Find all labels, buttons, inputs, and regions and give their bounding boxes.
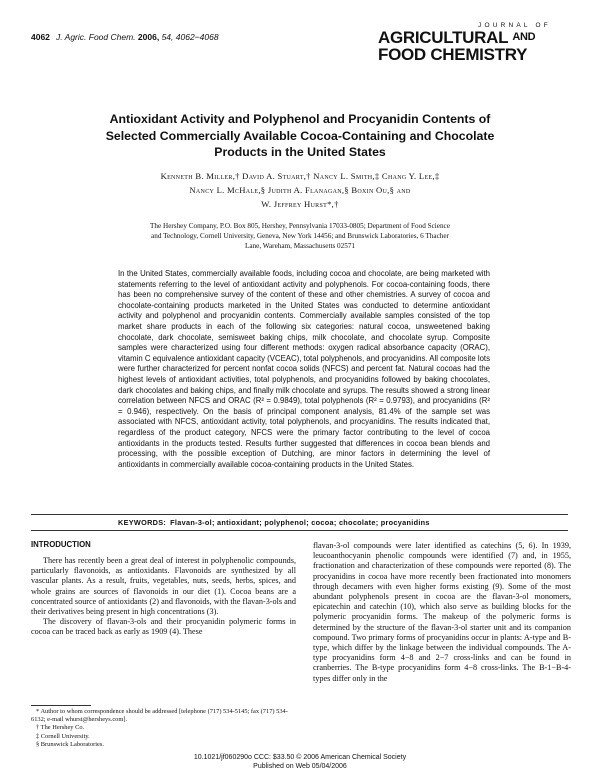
footnote: § Brunswick Laboratories. — [36, 740, 104, 748]
footnote-divider — [31, 705, 91, 706]
paragraph: There has recently been a great deal of interest in polyphenolic compounds, particularly flavonoids, as antioxidants. Flavonoids are synthesized by all vascular plants. As a result, fruits, vegetables, nuts, seeds, herbs, spices, and whole grains are sources of flavonoids in our diet (1). Cocoa beans are a concentrated source of antioxidants (2) and flavonoids, with the flavan-3-ols and their derivatives being present in high concentrations (3). — [31, 556, 296, 617]
journal-logo — [378, 22, 568, 63]
keywords-list: Flavan-3-ol; antioxidant; polyphenol; cocoa; chocolate; procyanidins — [170, 518, 430, 527]
intro-column-right — [313, 541, 571, 684]
author-line: W. Jeffrey Hurst*,† — [261, 199, 339, 209]
citation-year: 2006, — [137, 32, 160, 42]
doi-line: 10.1021/jf060290o CCC: $33.50 © 2006 American Chemical Society — [193, 754, 407, 761]
paragraph: The discovery of flavan-3-ols and their procyanidin polymeric forms in cocoa can be traced back as early as 1909 (4). These — [31, 617, 296, 637]
journal-citation — [56, 32, 219, 42]
logo-food-chemistry: FOOD CHEMISTRY — [378, 45, 528, 64]
logo-agricultural — [378, 29, 568, 46]
logo-agricultural-word: AGRICULTURAL — [378, 28, 508, 47]
paragraph: flavan-3-ol compounds were later identified as catechins (5, 6). In 1939, leucoanthocyanin phenolic compounds were identified (7) and, in 1955, fractionation and characterization of these compounds were reported (8). The procyanidins in cocoa have more recently been fractionated into monomers through decamers with even higher forms existing (9). Some of the most abundant polyphenols present in cocoa are the flavan-3-ol monomers, epicatechin and catechin (10), which also serve as building blocks for the polymeric procyanidin forms. The makeup of the polymeric forms is determined by the structure of the flavan-3-ol starter unit and its companion compound. Two primary forms of procyanidins occur in plants: A-type and B-type, which differ by the linkage between the individual compounds. The A-type procyanidins form 4−8 and 2−7 cross-links and can be found in cranberries. The B-type procyanidins form 4−8 cross-links. The B-1−B-4-types differ only in the — [313, 541, 571, 683]
footnote: * Author to whom correspondence should be addressed [telephone (717) 534-5145; fax (717) 534-6132; e-mail whurst@hersheys.com]. — [31, 708, 288, 724]
abstract: In the United States, commercially available foods, including cocoa and chocolate, are being marketed with statements referring to the level of antioxidant activity and polyphenols. For cocoa-containing foods, there has been no comprehensive survey of the content of these and other chemistries. A survey of cocoa and chocolate-containing products marketed in the United States was conducted to determine antioxidant activity and polyphenol and procyanidin contents. Commercially available samples consisted of the top market share products in each of the following six categories: natural cocoa, unsweetened baking chocolate, dark chocolate, semisweet baking chips, milk chocolate, and chocolate syrup. Composite samples were characterized using four different methods: oxygen radical absorbance capacity (ORAC), vitamin C equivalence antioxidant capacity (VCEAC), total polyphenols, and procyanidins. All composite lots were further characterized for percent nonfat cocoa solids (NFCS) and percent fat. Natural cocoas had the highest levels of antioxidant activities, total polyphenols, and procyanidins followed by baking chocolates, dark chocolates and baking chips, and finally milk chocolate and syrups. The results showed a strong linear correlation between NFCS and ORAC (R² = 0.9849), total polyphenols (R² = 0.9793), and procyanidins (R² = 0.946), respectively. On the basis of principal component analysis, 81.4% of the sample set was associated with NFCS, antioxidant activity, total polyphenols, and procyanidins. The results indicated that, regardless of the product category, NFCS were the primary factor contributing to the level of cocoa antioxidants in the products tested. Results further suggested that differences in cocoa bean blends and processing, with the possible exception of Dutching, are minor factors in determining the level of antioxidants in commercially available cocoa-containing products in the United States. — [118, 269, 490, 469]
citation-volume: 54, — [161, 32, 174, 42]
footnotes — [31, 708, 296, 749]
logo-journal-of: JOURNAL OF — [478, 22, 551, 29]
section-heading-introduction: INTRODUCTION — [31, 540, 91, 549]
affiliations: The Hershey Company, P.O. Box 805, Hershey, Pennsylvania 17033-0805; Department of Food Science and Technology, Cornell University, Geneva, New York 14456; and Brunswick Laboratories, 6 Thacher Lane, Wareham, Massachusetts 02571 — [150, 222, 450, 250]
keywords-divider-top — [31, 514, 568, 515]
published-on-web: Published on Web 05/04/2006 — [253, 763, 347, 770]
author-line: Nancy L. McHale,§ Judith A. Flanagan,§ Boxin Ou,§ and — [189, 185, 411, 195]
footnote: ‡ Cornell University. — [36, 732, 90, 740]
article-title: Antioxidant Activity and Polyphenol and Procyanidin Contents of Selected Commercially Available Cocoa-Containing and Chocolate Products in the United States — [105, 112, 495, 159]
citation-pages: 4062−4068 — [175, 32, 219, 42]
journal-abbrev: J. Agric. Food Chem. — [56, 32, 136, 42]
page-number: 4062 — [31, 32, 50, 42]
footnote: † The Hershey Co. — [36, 724, 85, 732]
keywords — [118, 518, 430, 527]
author-list — [110, 169, 490, 211]
keywords-label: KEYWORDS: — [118, 518, 167, 527]
author-line: Kenneth B. Miller,† David A. Stuart,† Nancy L. Smith,‡ Chang Y. Lee,‡ — [160, 171, 440, 181]
keywords-divider-bottom — [31, 530, 568, 531]
logo-and: AND — [512, 31, 536, 43]
intro-column-left — [31, 556, 296, 638]
